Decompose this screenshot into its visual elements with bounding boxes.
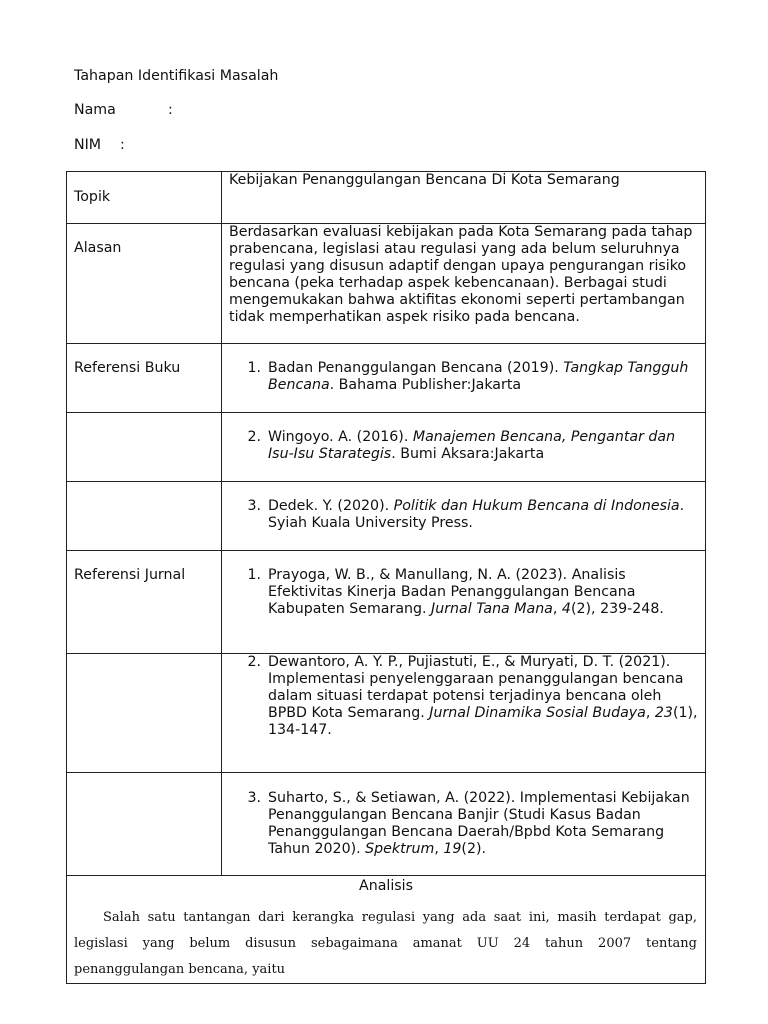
empty-label-cell <box>67 482 222 551</box>
document-title: Tahapan Identifikasi Masalah <box>74 68 279 84</box>
ref-jurnal-row-1 <box>67 551 706 654</box>
ref-jurnal-cell-2 <box>222 654 706 773</box>
analisis-cell <box>67 876 706 984</box>
ref-jurnal-item <box>222 654 705 739</box>
ref-number: 2. <box>247 429 261 445</box>
ref-jurnal-label-cell <box>67 551 222 654</box>
ref-buku-item <box>222 413 705 463</box>
analisis-row <box>67 876 706 984</box>
alasan-label: Alasan <box>74 240 122 256</box>
ref-number: 3. <box>247 498 261 514</box>
ref-text: Badan Penanggulangan Bencana (2019). Tangkap Tangguh Bencana. Bahama Publisher:Jakarta <box>268 360 689 393</box>
ref-number: 2. <box>247 654 261 670</box>
ref-buku-label: Referensi Buku <box>74 360 181 376</box>
ref-jurnal-item <box>222 551 705 618</box>
ref-jurnal-label: Referensi Jurnal <box>74 567 186 583</box>
topik-row <box>67 172 706 224</box>
ref-jurnal-item <box>222 773 705 858</box>
ref-buku-label-cell <box>67 344 222 413</box>
identification-table <box>66 171 706 984</box>
ref-text: Suharto, S., & Setiawan, A. (2022). Implementasi Kebijakan Penanggulangan Bencana Banjir (Studi Kasus Badan Penanggulangan Bencana Daerah/Bpbd Kota Semarang Tahun 2020). Spektrum, 19(2). <box>268 790 690 857</box>
ref-number: 1. <box>247 360 261 376</box>
topik-label-cell <box>67 172 222 224</box>
nama-line <box>74 101 173 119</box>
ref-jurnal-row-2 <box>67 654 706 773</box>
nim-colon: : <box>120 137 125 153</box>
alasan-value: Berdasarkan evaluasi kebijakan pada Kota Semarang pada tahap prabencana, legislasi atau regulasi yang ada belum seluruhnya regulasi yang disusun adaptif dengan upaya pengurangan risiko bencana (peka terhadap aspek kebencanaan). Berbagai studi mengemukakan bahwa aktifitas ekonomi seperti pertambangan tidak memperhatikan aspek risiko pada bencana. <box>229 224 693 325</box>
analisis-heading: Analisis <box>359 878 413 894</box>
ref-number: 1. <box>247 567 261 583</box>
analisis-paragraph: Salah satu tantangan dari kerangka regulasi yang ada saat ini, masih terdapat gap, legislasi yang belum disusun sebagaimana amanat UU 24 tahun 2007 tentang penanggulangan bencana, yaitu <box>74 910 697 977</box>
ref-buku-item <box>222 482 705 532</box>
alasan-value-cell <box>222 224 706 344</box>
ref-buku-item <box>222 344 705 394</box>
ref-buku-row-2 <box>67 413 706 482</box>
ref-text: Dedek. Y. (2020). Politik dan Hukum Bencana di Indonesia. Syiah Kuala University Press. <box>268 498 685 531</box>
ref-buku-cell-2 <box>222 413 706 482</box>
empty-label-cell <box>67 773 222 876</box>
nama-colon: : <box>168 102 173 118</box>
ref-number: 3. <box>247 790 261 806</box>
ref-text: Wingoyo. A. (2016). Manajemen Bencana, Pengantar dan Isu-Isu Starategis. Bumi Aksara:Jakarta <box>268 429 676 462</box>
ref-buku-row-3 <box>67 482 706 551</box>
ref-buku-row-1 <box>67 344 706 413</box>
ref-jurnal-cell-3 <box>222 773 706 876</box>
ref-text: Prayoga, W. B., & Manullang, N. A. (2023). Analisis Efektivitas Kinerja Badan Penanggulangan Bencana Kabupaten Semarang. Jurnal Tana Mana, 4(2), 239-248. <box>268 567 664 617</box>
topik-label: Topik <box>74 189 111 205</box>
alasan-label-cell <box>67 224 222 344</box>
ref-jurnal-cell-1 <box>222 551 706 654</box>
topik-value-cell <box>222 172 706 224</box>
nim-label: NIM <box>74 137 102 153</box>
nama-label: Nama <box>74 102 116 118</box>
topik-value: Kebijakan Penanggulangan Bencana Di Kota Semarang <box>229 172 620 188</box>
empty-label-cell <box>67 654 222 773</box>
nim-line <box>74 136 125 154</box>
alasan-row <box>67 224 706 344</box>
ref-jurnal-row-3 <box>67 773 706 876</box>
ref-text: Dewantoro, A. Y. P., Pujiastuti, E., & Muryati, D. T. (2021). Implementasi penyelenggaraan penanggulangan bencana dalam situasi terdapat potensi terjadinya bencana oleh BPBD Kota Semarang. Jurnal Dinamika Sosial Budaya, 23(1), 134-147. <box>268 654 698 738</box>
ref-buku-cell-1 <box>222 344 706 413</box>
ref-buku-cell-3 <box>222 482 706 551</box>
empty-label-cell <box>67 413 222 482</box>
